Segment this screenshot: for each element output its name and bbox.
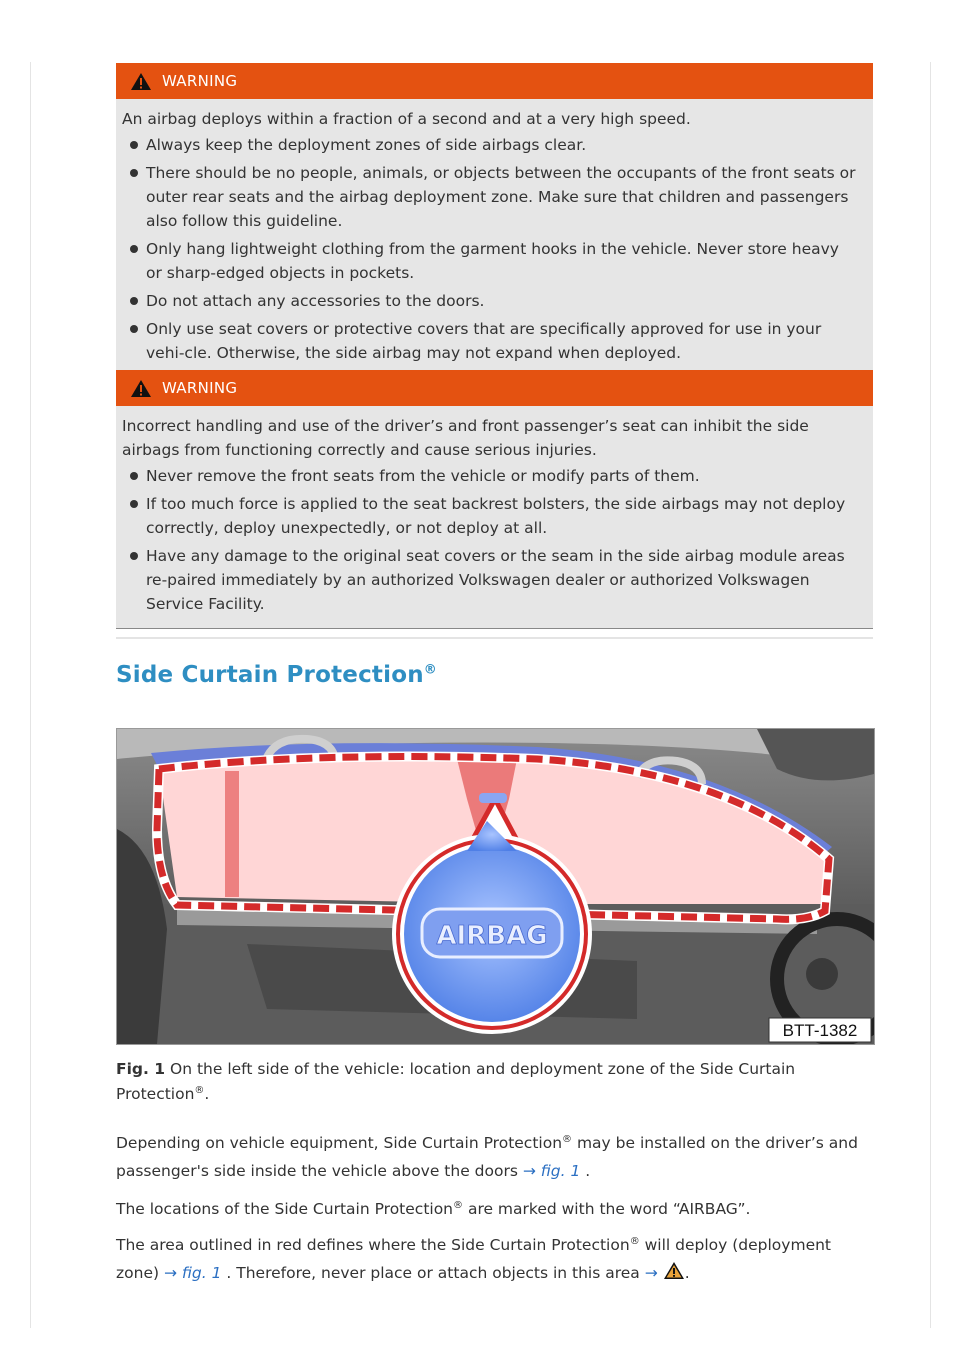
warning-triangle-icon [130,72,152,91]
registered-mark: ® [423,662,437,678]
list-item: If too much force is applied to the seat backrest bolsters, the side airbags may not deploy correctly, deploy unexpectedly, or not deploy at all. [122,492,859,540]
warning-intro: An airbag deploys within a fraction of a second and at a very high speed. [122,110,691,128]
arrow-right-icon: → [644,1264,658,1283]
figure-caption [116,1058,836,1105]
paragraph-text: The locations of the Side Curtain Protection [116,1200,454,1219]
figure-code: BTT-1382 [782,1021,858,1040]
paragraph-text: The area outlined in red defines where the Side Curtain Protection [116,1236,630,1255]
warning-header-2 [116,370,873,406]
warning-body-2 [116,406,873,628]
section-divider [116,637,873,639]
registered-mark: ® [562,1134,573,1145]
vehicle-interior-illustration [117,729,874,1044]
caption-text: On the left side of the vehicle: location and deployment zone of the Side Curtain Protection [116,1060,796,1104]
paragraph-3 [116,1228,866,1287]
left-margin-line [30,62,31,1328]
warning-header-1 [116,63,873,99]
warning-intro: Incorrect handling and use of the driver’s and front passenger’s seat can inhibit the side airbags from functioning correctly and cause serious injuries. [122,417,809,459]
list-item: Have any damage to the original seat covers or the seam in the side airbag module areas re-paired immediately by an authorized Volkswagen dealer or authorized Volkswagen Service Facility. [122,544,859,616]
list-item: Always keep the deployment zones of side airbags clear. [122,133,859,157]
arrow-right-icon: → [522,1162,536,1181]
warning-box-1 [116,63,873,378]
list-item: Only hang lightweight clothing from the garment hooks in the vehicle. Never store heavy or sharp-edged objects in pockets. [122,237,859,285]
right-margin-line [930,62,931,1328]
list-item: Do not attach any accessories to the doors. [122,289,859,313]
paragraph-text: . [684,1264,690,1283]
paragraph-text: Depending on vehicle equipment, Side Curtain Protection [116,1134,563,1153]
paragraph-text: will deploy (deployment zone) [116,1236,832,1283]
paragraph-1 [116,1126,866,1185]
figure-label: Fig. 1 [116,1060,166,1078]
warning-triangle-icon[interactable] [663,1261,685,1280]
figure-link[interactable]: fig. 1 [540,1162,581,1181]
paragraph-text: . Therefore, never place or attach objects in this area [221,1264,645,1283]
airbag-label: AIRBAG [436,921,548,951]
list-item: There should be no people, animals, or objects between the occupants of the front seats or outer rear seats and the airbag deployment zone. Make sure that children and passengers also follow this guideline. [122,161,859,233]
paragraph-text: are marked with the word “AIRBAG”. [463,1200,751,1219]
warning-list [122,464,859,616]
arrow-right-icon: → [163,1264,177,1283]
registered-mark: ® [629,1236,640,1247]
figure-link[interactable]: fig. 1 [181,1264,222,1283]
registered-mark: ® [194,1085,205,1096]
list-item: Never remove the front seats from the vehicle or modify parts of them. [122,464,859,488]
paragraph-text: . [580,1162,591,1181]
warning-list [122,133,859,365]
section-title [116,662,437,688]
list-item: Only use seat covers or protective covers that are specifically approved for use in your vehi-cle. Otherwise, the side airbag may not expand when deployed. [122,317,859,365]
section-title-text: Side Curtain Protection [116,662,424,688]
caption-end: . [204,1085,210,1104]
paragraph-text: may be installed on the driver’s and passenger's side inside the vehicle above the doors [116,1134,858,1181]
warning-heading: WARNING [162,72,238,90]
paragraph-2 [116,1192,866,1223]
warning-triangle-icon [130,379,152,398]
warning-box-2 [116,370,873,629]
warning-heading: WARNING [162,379,238,397]
airbag-figure [116,728,875,1045]
registered-mark: ® [453,1200,464,1211]
warning-body-1 [116,99,873,377]
